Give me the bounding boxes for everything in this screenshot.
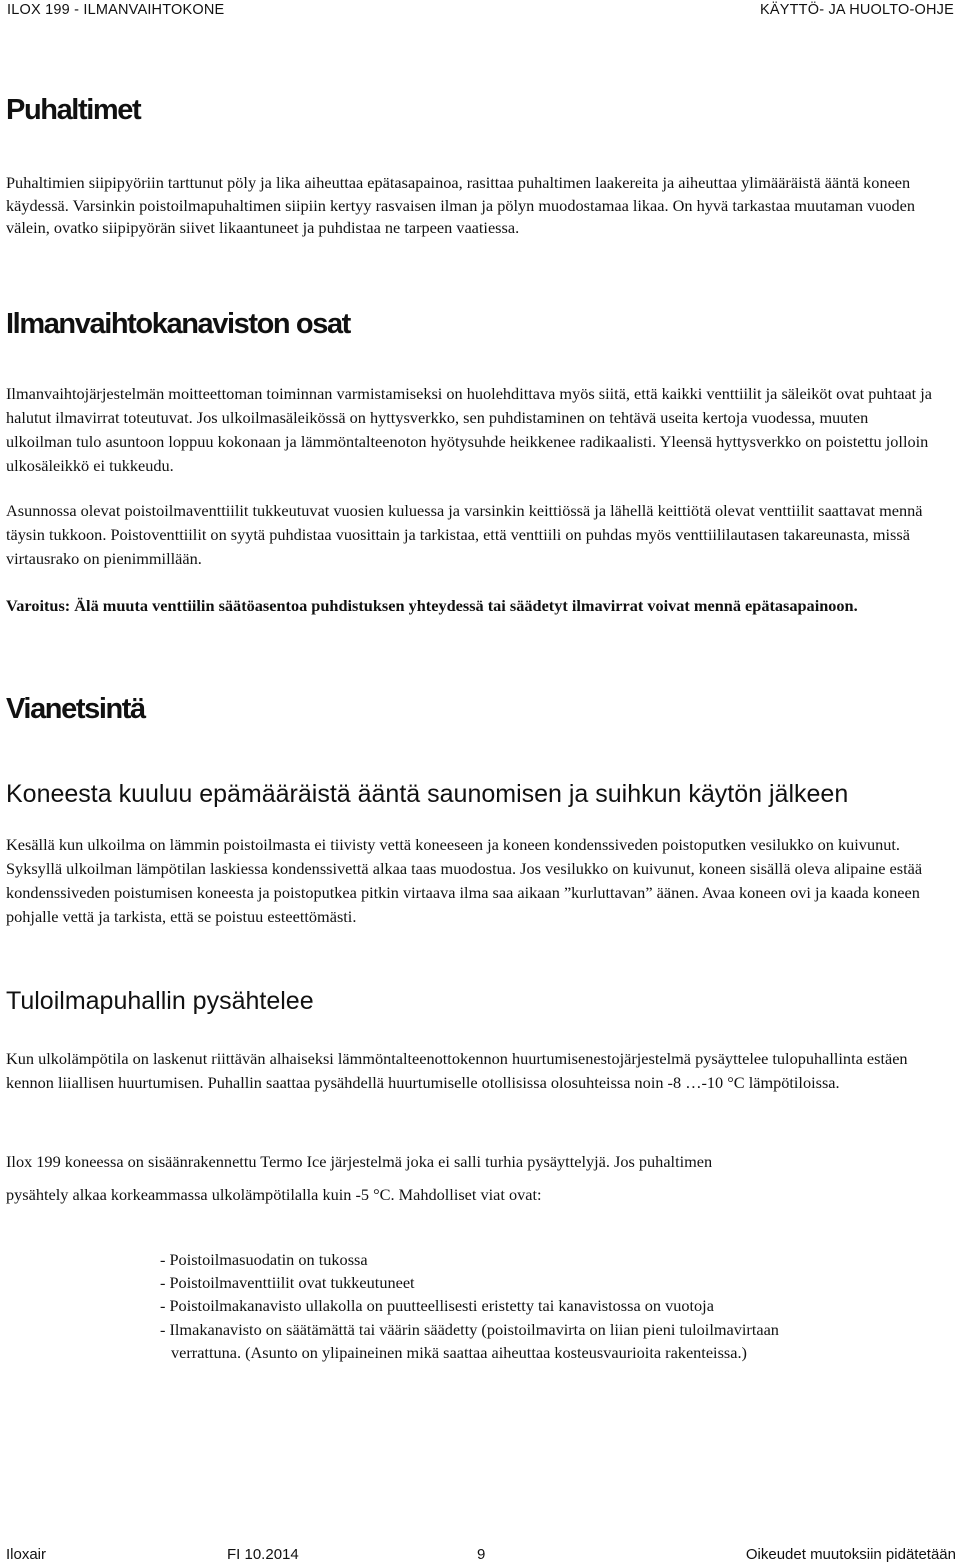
list-item: - Poistoilmakanavisto ullakolla on puutteellisesti eristetty tai kanavistossa on vuotoja — [160, 1296, 714, 1316]
aani-paragraph: Kesällä kun ulkoilma on lämmin poistoilmasta ei tiivisty vettä koneeseen ja koneen kondenssiveden poistoputken vesilukko on kuivunut. Syksyllä ulkoilman lämpötilan laskiessa kondenssivettä alkaa taas muodostua. Jos vesilukko on kuivunut, koneen sisällä oleva alipaine estää kondenssiveden poistumisen koneesta ja poistoputkea pitkin virtaava ilma saa aikaan ”kurluttavan” äänen. Avaa koneen ovi ja kaada koneen pohjalle vettä ja tarkista, että se poistuu esteettömästi. — [6, 835, 923, 926]
tuloilmapuhallin-paragraph-2-line-2: pysähtely alkaa korkeammassa ulkolämpötilalla kuin -5 °C. Mahdolliset viat ovat: — [6, 1185, 542, 1204]
puhaltimet-paragraph: Puhaltimien siipipyöriin tarttunut pöly ja lika aiheuttaa epätasapainoa, rasittaa puhaltimen laakereita ja aiheuttaa ylimääräistä ääntä koneen käydessä. Varsinkin poistoilmapuhaltimen siipiin kertyy rasvaisen ilman ja pölyn muodostamaa likaa. On hyvä tarkastaa muutaman vuoden välein, ovatko siipipyörän siivet likaantuneet ja puhdistaa ne tarpeen vaatiessa. — [6, 173, 915, 237]
footer-edition: FI 10.2014 — [227, 1546, 299, 1563]
section-title-puhaltimet: Puhaltimet — [6, 94, 141, 126]
causes-list — [160, 1248, 860, 1364]
tuloilmapuhallin-paragraph-2-line-1: Ilox 199 koneessa on sisäänrakennettu Termo Ice järjestelmä joka ei salli turhia pysäyttelyjä. Jos puhaltimen — [6, 1152, 713, 1171]
footer-rights: Oikeudet muutoksiin pidätetään — [745, 1546, 956, 1563]
kanavisto-warning: Varoitus: Älä muuta venttiilin säätöasentoa puhdistuksen yhteydessä tai säädetyt ilmavirrat voivat mennä epätasapainoon. — [6, 596, 858, 615]
kanavisto-paragraph-1: Ilmanvaihtojärjestelmän moitteettoman toiminnan varmistamiseksi on huolehdittava myös siitä, että kaikki venttiilit ja säleiköt ovat puhtaat ja halutut ilmavirrat toteutuvat. Jos ulkoilmasäleikössä on hyttysverkko, sen puhdistaminen on tehtävä useita kertoja vuodessa, muuten ulkoilman tulo asuntoon loppuu kokonaan ja lämmöntalteenoton hyötysuhde heikkenee radikaalisti. Yleensä hyttysverkko on poistettu jolloin ulkosäleikkö ei tukkeudu. — [6, 384, 933, 475]
subsection-title-aani: Koneesta kuuluu epämääräistä ääntä saunomisen ja suihkun käytön jälkeen — [6, 780, 849, 808]
footer-company: Iloxair — [6, 1546, 47, 1563]
list-item: - Poistoilmasuodatin on tukossa — [160, 1250, 368, 1269]
header-document-type: KÄYTTÖ- JA HUOLTO-OHJE — [760, 2, 954, 18]
header-document-title: ILOX 199 - ILMANVAIHTOKONE — [7, 2, 225, 18]
tuloilmapuhallin-paragraph-1: Kun ulkolämpötila on laskenut riittävän alhaiseksi lämmöntalteenottokennon huurtumisenestojärjestelmä pysäyttelee tulopuhallinta estäen kennon liiallisen huurtumisen. Puhallin saattaa pysähdellä huurtumiselle otollisissa olosuhteissa noin -8 …-10 °C lämpötiloissa. — [6, 1049, 908, 1092]
list-item: - Poistoilmaventtiilit ovat tukkeutuneet — [160, 1273, 415, 1293]
kanavisto-paragraph-2: Asunnossa olevat poistoilmaventtiilit tukkeutuvat vuosien kuluessa ja varsinkin keittiössä ja lähellä keittiötä olevat venttiilit saattavat mennä täysin tukkoon. Poistoventtiilit on syytä puhdistaa vuosittain ja tarkistaa, että venttiili on puhdas myös venttiililautasen takareunasta, missä virtausrako on pienimmillään. — [6, 501, 923, 568]
section-title-kanavisto: Ilmanvaihtokanaviston osat — [6, 308, 350, 340]
section-title-vianetsinta: Vianetsintä — [6, 693, 145, 725]
subsection-title-tuloilmapuhallin: Tuloilmapuhallin pysähtelee — [6, 987, 314, 1015]
list-item: - Ilmakanavisto on säätämättä tai väärin säädetty (poistoilmavirta on liian pieni tuloilmavirtaan verrattuna. (Asunto on ylipaineinen mikä saattaa aiheuttaa kosteusvaurioita rakenteissa.) — [160, 1319, 779, 1362]
footer-page-number: 9 — [477, 1546, 486, 1563]
